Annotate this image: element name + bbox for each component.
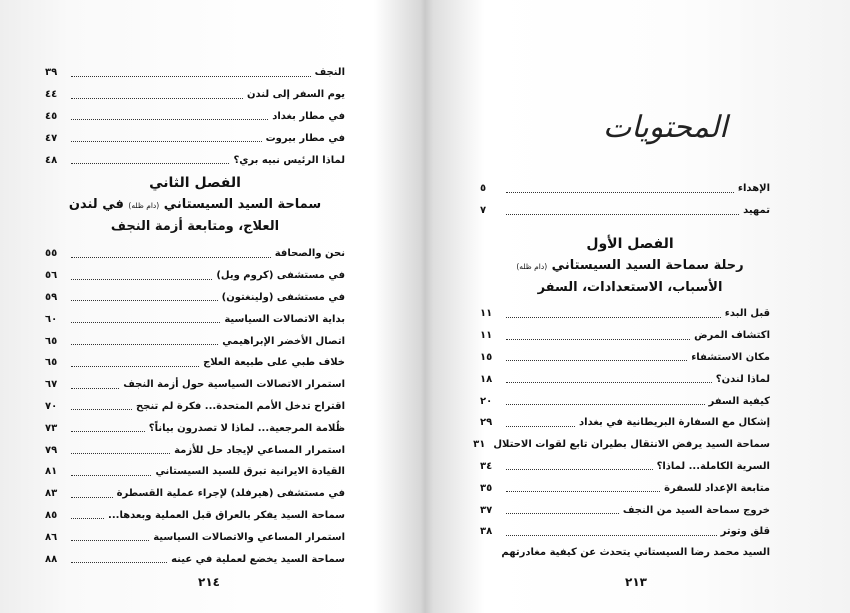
toc-entry-page: ٢٠: [480, 395, 493, 407]
toc-entry: [480, 521, 770, 543]
chapter-1-subtitle-line2: الأسباب، الاستعدادات، السفر: [537, 280, 723, 295]
toc-entry-page: ٥٩: [45, 291, 58, 303]
toc-entry-title: في مطار بيروت: [265, 132, 345, 144]
toc-entry-page: ٣٥: [480, 482, 493, 494]
dot-leader: [71, 140, 262, 142]
dot-leader: [71, 278, 212, 280]
toc-entry-page: ٨٦: [45, 531, 58, 543]
toc-entry-title: لماذا لندن؟: [715, 373, 770, 385]
dot-leader: [506, 534, 717, 536]
toc-entry: [45, 127, 345, 149]
toc-entry-page: ٦٥: [45, 335, 58, 347]
toc-entry: [45, 287, 345, 309]
toc-entry: [45, 84, 345, 106]
toc-entry-title: اكتشاف المرض: [694, 330, 770, 342]
chapter-2-subtitle-line1: سماحة السيد السيستاني (دام ظله) في لندن: [68, 197, 322, 212]
toc-entry-title: سماحة السيد يرفض الانتقال بطيران تابع لقوات الاحتلال: [493, 439, 770, 451]
toc-entry-page: ٦٠: [45, 313, 58, 325]
toc-entry-title: قبل البدء: [724, 308, 770, 320]
toc-entry-title: في مطار بغداد: [272, 110, 345, 122]
toc-entry: [480, 347, 770, 369]
toc-entry-title: قلق وتوتر: [720, 526, 770, 538]
toc-entry: [45, 149, 345, 171]
chapter-2-block: [25, 175, 365, 238]
toc-entry-title: ظُلامة المرجعية... لماذا لا تصدرون بياناً؟: [148, 422, 345, 434]
toc-entry: [480, 390, 770, 412]
chapter-2-subtitle-line2: العلاج، ومتابعة أزمة النجف: [110, 219, 280, 234]
toc-entry: [480, 499, 770, 521]
toc-entry: [45, 505, 345, 527]
toc-entry-page: ٧٩: [45, 444, 58, 456]
dot-leader: [71, 517, 104, 519]
toc-entry: [473, 434, 770, 456]
toc-entry: [45, 461, 345, 483]
toc-entry-title: لماذا الرئيس نبيه بري؟: [233, 154, 345, 166]
dot-leader: [71, 118, 268, 120]
toc-entry: [45, 483, 345, 505]
toc-entry: [45, 352, 345, 374]
chapter-1-label: الفصل الأول: [586, 236, 674, 252]
dot-leader: [506, 403, 705, 405]
toc-entry-title: في مستشفى (كروم ويل): [216, 270, 345, 282]
toc-entry-title: في مستشفى (ولينغتون): [221, 291, 345, 303]
toc-entry-title: الإهداء: [737, 183, 770, 195]
toc-entry: [45, 308, 345, 330]
dot-leader: [71, 75, 311, 77]
dot-leader: [506, 359, 687, 361]
contents-heading: المحتويات: [603, 110, 728, 145]
toc-entry-page: ٤٧: [45, 132, 58, 144]
dot-leader: [71, 496, 113, 498]
toc-list-left-main: [45, 243, 345, 570]
toc-entry-title: إشكال مع السفارة البريطانية في بغداد: [579, 417, 770, 429]
toc-entry-page: ٦٧: [45, 379, 58, 391]
toc-entry-title: استمرار المساعي لإيجاد حل للأزمة: [174, 444, 345, 456]
right-page: [425, 0, 850, 613]
toc-list-left-top: [45, 62, 345, 171]
toc-entry-page: ٣١: [473, 439, 486, 451]
toc-entry-title: القيادة الايرانية تبرق للسيد السيستاني: [155, 466, 345, 478]
toc-entry-title: في مستشفى (هيرفلد) لإجراء عملية القسطرة: [116, 488, 345, 500]
toc-entry-title: اقتراح تدخل الأمم المتحدة... فكرة لم تنجح: [136, 400, 345, 412]
toc-entry: [45, 396, 345, 418]
dot-leader: [71, 256, 271, 258]
toc-entry-page: ٣٩: [45, 67, 58, 79]
dot-leader: [506, 316, 721, 318]
toc-entry: [45, 265, 345, 287]
toc-entry-page: ٨٨: [45, 553, 58, 565]
toc-entry-page: ١١: [480, 330, 493, 342]
page-number-left: ٢١٤: [198, 575, 220, 589]
toc-entry-page: ٥: [480, 183, 487, 195]
toc-entry-title: خلاف طبي على طبيعة العلاج: [203, 357, 345, 369]
toc-entry: [45, 417, 345, 439]
toc-entry-page: ٤٤: [45, 89, 58, 101]
dot-leader: [506, 425, 575, 427]
toc-entry-page: ٤٨: [45, 154, 58, 166]
dot-leader: [506, 512, 619, 514]
toc-entry-title: متابعة الإعداد للسفرة: [664, 482, 770, 494]
dot-leader: [71, 343, 218, 345]
toc-entry-title: استمرار المساعي والاتصالات السياسية: [153, 531, 345, 543]
dot-leader: [506, 191, 734, 193]
dot-leader: [71, 474, 151, 476]
toc-entry-page: ٤٥: [45, 110, 58, 122]
toc-entry: [480, 368, 770, 390]
toc-list-right-front: [480, 178, 770, 222]
toc-entry: [480, 200, 770, 222]
toc-entry: [480, 303, 770, 325]
toc-entry-page: ٧٣: [45, 422, 58, 434]
toc-entry: [45, 62, 345, 84]
toc-entry-page: ٣٤: [480, 460, 493, 472]
dot-leader: [71, 452, 170, 454]
toc-entry-title: النجف: [314, 67, 345, 79]
toc-entry-title: يوم السفر إلى لندن: [246, 89, 345, 101]
toc-entry-page: ١١: [480, 308, 493, 320]
toc-entry-page: ٨٣: [45, 488, 58, 500]
toc-entry: [45, 243, 345, 265]
toc-entry: [480, 412, 770, 434]
toc-entry-title: تمهيد: [743, 205, 770, 217]
toc-entry: [480, 178, 770, 200]
toc-entry-page: ٧: [480, 205, 487, 217]
toc-entry-page: ٧٠: [45, 400, 58, 412]
dot-leader: [71, 162, 229, 164]
toc-entry: [45, 330, 345, 352]
chapter-2-label: الفصل الثاني: [149, 175, 241, 191]
toc-entry-title: بداية الاتصالات السياسية: [224, 313, 345, 325]
dot-leader: [71, 408, 132, 410]
toc-entry-page: ٣٧: [480, 504, 493, 516]
chapter-1-block: [470, 236, 790, 299]
toc-entry-title: سماحة السيد يفكر بالعراق قبل العملية وبعدها...: [108, 509, 345, 521]
dot-leader: [71, 387, 119, 389]
toc-entry-title: خروج سماحة السيد من النجف: [622, 504, 770, 516]
dot-leader: [506, 490, 660, 492]
toc-entry-title: اتصال الأخضر الإبراهيمي: [222, 335, 345, 347]
toc-entry-title: مكان الاستشفاء: [691, 351, 770, 363]
dot-leader: [71, 561, 167, 563]
page-number-right: ٢١٣: [625, 575, 647, 589]
toc-entry: [480, 325, 770, 347]
dot-leader: [71, 299, 218, 301]
chapter-1-subtitle-line1: رحلة سماحة السيد السيستاني (دام ظله): [516, 258, 744, 273]
toc-continuation-line: السيد محمد رضا السيستاني يتحدث عن كيفية مغادرتهم: [501, 547, 770, 558]
toc-entry-page: ٢٩: [480, 417, 493, 429]
toc-list-right-main: [473, 303, 770, 543]
toc-entry-page: ٦٥: [45, 357, 58, 369]
toc-entry-title: السرية الكاملة... لماذا؟: [656, 460, 770, 472]
toc-entry-title: نحن والصحافة: [274, 248, 345, 260]
toc-entry-title: استمرار الاتصالات السياسية حول أزمة النجف: [123, 379, 345, 391]
dot-leader: [506, 468, 653, 470]
toc-entry-page: ٨١: [45, 466, 58, 478]
toc-entry: [45, 439, 345, 461]
dot-leader: [71, 430, 145, 432]
toc-entry-page: ٥٦: [45, 270, 58, 282]
toc-entry: [45, 526, 345, 548]
dot-leader: [506, 338, 690, 340]
toc-entry-page: ١٨: [480, 373, 493, 385]
toc-entry: [45, 548, 345, 570]
dot-leader: [71, 321, 220, 323]
toc-entry: [480, 477, 770, 499]
dot-leader: [506, 381, 712, 383]
toc-entry-title: سماحة السيد يخضع لعملية في عينه: [171, 553, 345, 565]
dot-leader: [506, 213, 739, 215]
dot-leader: [71, 365, 199, 367]
toc-entry: [480, 456, 770, 478]
dot-leader: [71, 97, 243, 99]
toc-entry-page: ٨٥: [45, 509, 58, 521]
toc-entry-title: كيفية السفر: [708, 395, 770, 407]
toc-entry: [45, 374, 345, 396]
toc-entry: [45, 106, 345, 128]
toc-entry-page: ٣٨: [480, 526, 493, 538]
toc-entry-page: ١٥: [480, 351, 493, 363]
toc-entry-page: ٥٥: [45, 248, 58, 260]
dot-leader: [71, 539, 149, 541]
